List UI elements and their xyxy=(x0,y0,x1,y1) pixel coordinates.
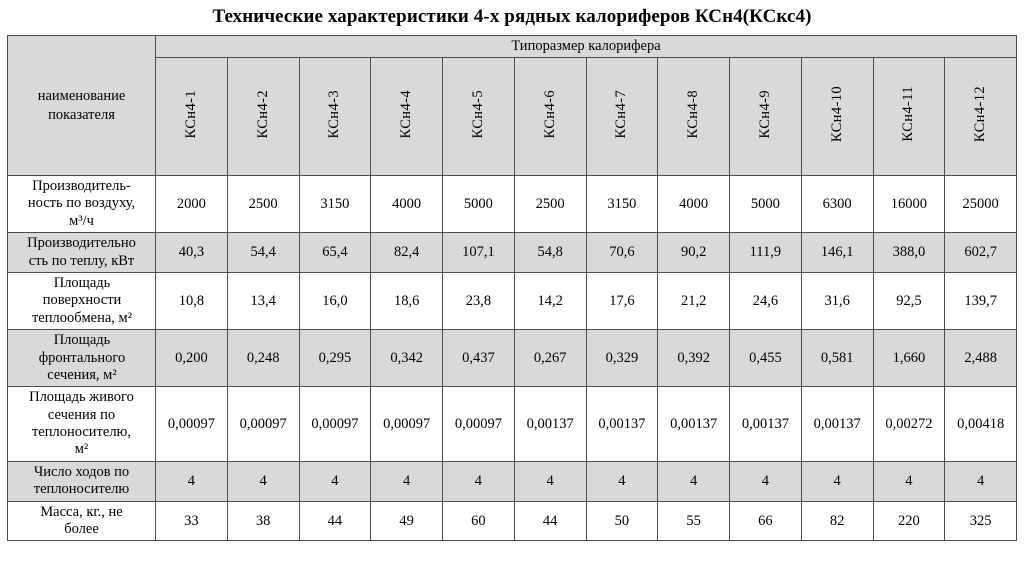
model-label: КСн4-5 xyxy=(469,89,486,139)
table-cell: 220 xyxy=(873,501,945,541)
table-cell: 4 xyxy=(156,461,228,501)
table-cell: 82 xyxy=(801,501,873,541)
model-header-cell xyxy=(227,58,299,176)
table-cell: 0,00272 xyxy=(873,387,945,462)
table-cell: 146,1 xyxy=(801,233,873,273)
table-cell: 82,4 xyxy=(371,233,443,273)
table-cell: 4000 xyxy=(371,176,443,233)
table-cell: 325 xyxy=(945,501,1017,541)
table-cell: 0,00137 xyxy=(586,387,658,462)
table-cell: 0,329 xyxy=(586,330,658,387)
table-cell: 55 xyxy=(658,501,730,541)
model-label: КСн4-4 xyxy=(398,89,415,139)
table-cell: 0,00097 xyxy=(443,387,515,462)
model-header-cell xyxy=(371,58,443,176)
table-cell: 50 xyxy=(586,501,658,541)
row-label-cell xyxy=(8,272,156,329)
row-label-line: ность по воздуху, xyxy=(27,195,136,212)
table-cell: 4000 xyxy=(658,176,730,233)
table-cell: 2,488 xyxy=(945,330,1017,387)
row-label-line: теплоносителю, xyxy=(31,424,132,441)
specification-table xyxy=(7,35,1017,541)
table-cell: 2000 xyxy=(156,176,228,233)
table-cell: 0,00418 xyxy=(945,387,1017,462)
table-cell: 70,6 xyxy=(586,233,658,273)
row-label-cell xyxy=(8,233,156,273)
table-cell: 1,660 xyxy=(873,330,945,387)
table-cell: 4 xyxy=(730,461,802,501)
row-label-line: Число ходов по xyxy=(33,463,130,480)
table-cell: 4 xyxy=(586,461,658,501)
table-cell: 602,7 xyxy=(945,233,1017,273)
row-label-line: м² xyxy=(74,441,89,458)
table-cell: 4 xyxy=(371,461,443,501)
row-label-line: Производитель- xyxy=(32,178,131,194)
table-cell: 3150 xyxy=(299,176,371,233)
table-cell: 6300 xyxy=(801,176,873,233)
table-cell: 0,00097 xyxy=(156,387,228,462)
row-label-cell xyxy=(8,330,156,387)
model-header-cell xyxy=(514,58,586,176)
table-group-header-row xyxy=(8,36,1017,58)
table-cell: 0,00137 xyxy=(801,387,873,462)
model-header-cell xyxy=(443,58,515,176)
table-cell: 4 xyxy=(443,461,515,501)
model-label: КСн4-8 xyxy=(685,89,702,139)
table-cell: 4 xyxy=(658,461,730,501)
table-cell: 54,8 xyxy=(514,233,586,273)
table-cell: 14,2 xyxy=(514,272,586,329)
table-row xyxy=(8,387,1017,462)
table-cell: 21,2 xyxy=(658,272,730,329)
table-cell: 4 xyxy=(801,461,873,501)
row-label-line: сечения по xyxy=(47,406,116,423)
table-cell: 4 xyxy=(873,461,945,501)
row-label-line: сечения, м² xyxy=(47,366,117,383)
table-cell: 0,342 xyxy=(371,330,443,387)
table-cell: 16000 xyxy=(873,176,945,233)
table-body xyxy=(8,36,1017,541)
row-label-line: Производительно xyxy=(27,235,136,252)
table-cell: 5000 xyxy=(443,176,515,233)
table-cell: 90,2 xyxy=(658,233,730,273)
table-cell: 54,4 xyxy=(227,233,299,273)
model-header-cell xyxy=(730,58,802,176)
table-cell: 0,00097 xyxy=(371,387,443,462)
table-cell: 4 xyxy=(227,461,299,501)
table-cell: 4 xyxy=(514,461,586,501)
row-label-cell xyxy=(8,387,156,462)
table-cell: 4 xyxy=(945,461,1017,501)
row-label-line: Площадь живого xyxy=(29,389,134,406)
table-cell: 111,9 xyxy=(730,233,802,273)
row-label-cell xyxy=(8,461,156,501)
table-cell: 0,267 xyxy=(514,330,586,387)
table-cell: 10,8 xyxy=(156,272,228,329)
table-cell: 33 xyxy=(156,501,228,541)
model-label: КСн4-6 xyxy=(541,89,558,139)
table-cell: 0,248 xyxy=(227,330,299,387)
table-cell: 60 xyxy=(443,501,515,541)
model-label: КСн4-3 xyxy=(326,89,343,139)
model-header-cell xyxy=(586,58,658,176)
row-label-line: теплообмена, м² xyxy=(31,309,133,326)
table-cell: 2500 xyxy=(514,176,586,233)
table-cell: 92,5 xyxy=(873,272,945,329)
table-cell: 0,200 xyxy=(156,330,228,387)
row-label-line: Масса, кг., не xyxy=(40,503,123,520)
table-cell: 4 xyxy=(299,461,371,501)
table-row xyxy=(8,501,1017,541)
model-header-cell xyxy=(801,58,873,176)
table-cell: 0,00097 xyxy=(299,387,371,462)
table-cell: 65,4 xyxy=(299,233,371,273)
row-label-line: Площадь xyxy=(53,274,111,291)
row-label-cell xyxy=(8,501,156,541)
table-cell: 0,00137 xyxy=(658,387,730,462)
table-cell: 18,6 xyxy=(371,272,443,329)
table-cell: 38 xyxy=(227,501,299,541)
table-cell: 0,00137 xyxy=(730,387,802,462)
table-cell: 0,455 xyxy=(730,330,802,387)
model-header-cell xyxy=(945,58,1017,176)
table-cell: 16,0 xyxy=(299,272,371,329)
model-header-cell xyxy=(658,58,730,176)
row-header-label-line2: показателя xyxy=(48,106,115,123)
table-cell: 3150 xyxy=(586,176,658,233)
table-cell: 388,0 xyxy=(873,233,945,273)
table-cell: 25000 xyxy=(945,176,1017,233)
row-label-line: фронтального xyxy=(38,349,126,366)
group-header-cell: Типоразмер калорифера xyxy=(156,36,1017,58)
table-cell: 17,6 xyxy=(586,272,658,329)
table-row xyxy=(8,461,1017,501)
table-cell: 107,1 xyxy=(443,233,515,273)
model-header-cell xyxy=(873,58,945,176)
table-model-header-row xyxy=(8,58,1017,176)
row-label-cell xyxy=(8,176,156,233)
model-label: КСн4-12 xyxy=(972,85,989,143)
table-cell: 44 xyxy=(514,501,586,541)
table-cell: 31,6 xyxy=(801,272,873,329)
table-cell: 0,295 xyxy=(299,330,371,387)
table-cell: 0,437 xyxy=(443,330,515,387)
table-cell: 0,00137 xyxy=(514,387,586,462)
table-cell: 0,392 xyxy=(658,330,730,387)
model-label: КСн4-7 xyxy=(613,89,630,139)
model-header-cell xyxy=(299,58,371,176)
table-cell: 0,00097 xyxy=(227,387,299,462)
table-cell: 40,3 xyxy=(156,233,228,273)
row-header-label-line1: наименование xyxy=(37,88,126,105)
table-cell: 0,581 xyxy=(801,330,873,387)
table-row xyxy=(8,233,1017,273)
table-cell: 139,7 xyxy=(945,272,1017,329)
table-row xyxy=(8,272,1017,329)
table-row xyxy=(8,176,1017,233)
row-label-line: поверхности xyxy=(42,292,122,309)
row-label-line: м³/ч xyxy=(69,212,94,229)
row-label-line: более xyxy=(64,521,99,538)
table-row xyxy=(8,330,1017,387)
model-label: КСн4-10 xyxy=(828,85,845,143)
model-label: КСн4-2 xyxy=(254,89,271,139)
row-label-line: сть по теплу, кВт xyxy=(28,252,135,269)
table-cell: 2500 xyxy=(227,176,299,233)
model-label: КСн4-11 xyxy=(900,86,917,142)
model-header-cell xyxy=(156,58,228,176)
table-cell: 44 xyxy=(299,501,371,541)
row-header-cell xyxy=(8,36,156,176)
model-label: КСн4-1 xyxy=(182,89,199,139)
table-cell: 49 xyxy=(371,501,443,541)
page-title: Технические характеристики 4-х рядных калориферов КСн4(КСкс4) xyxy=(212,6,812,27)
table-cell: 5000 xyxy=(730,176,802,233)
model-label: КСн4-9 xyxy=(756,89,773,139)
row-label-line: Площадь xyxy=(53,332,111,349)
table-cell: 13,4 xyxy=(227,272,299,329)
table-cell: 23,8 xyxy=(443,272,515,329)
table-cell: 66 xyxy=(730,501,802,541)
table-cell: 24,6 xyxy=(730,272,802,329)
row-label-line: теплоносителю xyxy=(33,481,130,498)
